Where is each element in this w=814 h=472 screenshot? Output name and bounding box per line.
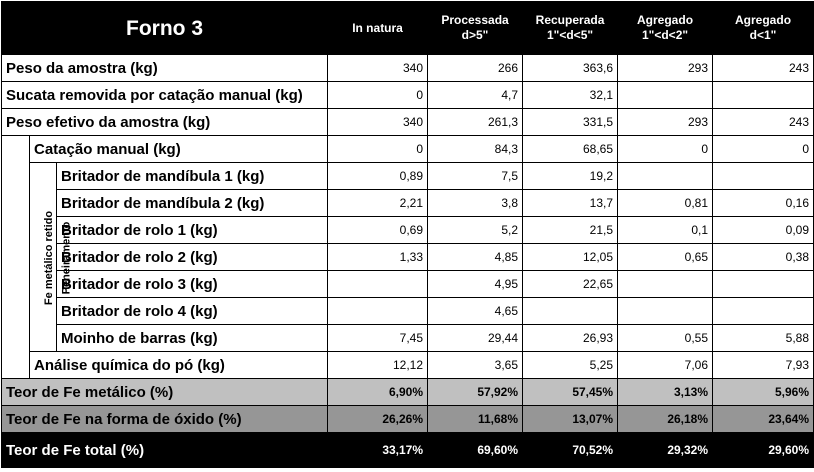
cell-value: 7,5: [428, 163, 523, 190]
cell-value: 331,5: [523, 109, 618, 136]
table-row: [2, 136, 814, 163]
row-label: Sucata removida por catação manual (kg): [2, 82, 328, 109]
column-header-line2: d<1": [749, 28, 777, 42]
cell-value: 243: [713, 55, 814, 82]
column-header-line1: Recuperada: [535, 13, 605, 27]
table-row-fe-metalico: [2, 379, 814, 406]
cell-value: 29,44: [428, 325, 523, 352]
cell-value: 0,81: [618, 190, 713, 217]
cell-value: 11,68%: [428, 406, 523, 433]
table-row: [2, 298, 814, 325]
row-label: Peso efetivo da amostra (kg): [2, 109, 328, 136]
column-header: [523, 2, 618, 55]
cell-value: 4,95: [428, 271, 523, 298]
cell-value: 57,45%: [523, 379, 618, 406]
column-header-line2: 1"<d<2": [641, 28, 689, 42]
table-row: [2, 82, 814, 109]
column-header-line1: Agregado: [735, 13, 792, 27]
cell-value: 23,64%: [713, 406, 814, 433]
cell-value: [618, 82, 713, 109]
row-label: Moinho de barras (kg): [57, 325, 328, 352]
row-label: Teor de Fe na forma de óxido (%): [2, 406, 328, 433]
cell-value: 0,89: [328, 163, 428, 190]
cell-value: 26,93: [523, 325, 618, 352]
cell-value: 7,93: [713, 352, 814, 379]
cell-value: [713, 82, 814, 109]
row-label: Catação manual (kg): [30, 136, 328, 163]
cell-value: 3,13%: [618, 379, 713, 406]
row-label: Britador de mandíbula 2 (kg): [57, 190, 328, 217]
cell-value: 3,8: [428, 190, 523, 217]
table-row: [2, 217, 814, 244]
column-header: [428, 2, 523, 55]
cell-value: 29,32%: [618, 433, 713, 468]
cell-value: 5,96%: [713, 379, 814, 406]
row-label: Britador de rolo 3 (kg): [57, 271, 328, 298]
table-row: [2, 190, 814, 217]
column-header-line1: Agregado: [637, 13, 694, 27]
cell-value: 29,60%: [713, 433, 814, 468]
cell-value: 0: [328, 136, 428, 163]
cell-value: 363,6: [523, 55, 618, 82]
cell-value: 340: [328, 109, 428, 136]
cell-value: 266: [428, 55, 523, 82]
cell-value: [618, 271, 713, 298]
cell-value: 21,5: [523, 217, 618, 244]
group-label-peneiramento-text: Peneiramento: [60, 221, 73, 295]
row-label: Teor de Fe metálico (%): [2, 379, 328, 406]
table-title: Forno 3: [2, 2, 328, 55]
cell-value: 6,90%: [328, 379, 428, 406]
column-header-line2: d>5": [461, 28, 489, 42]
cell-value: 1,33: [328, 244, 428, 271]
row-label: Teor de Fe total (%): [2, 433, 328, 468]
cell-value: 0,16: [713, 190, 814, 217]
table-row: [2, 244, 814, 271]
cell-value: 22,65: [523, 271, 618, 298]
forno-table: [1, 1, 814, 468]
table-row: [2, 163, 814, 190]
cell-value: 0,09: [713, 217, 814, 244]
cell-value: 13,7: [523, 190, 618, 217]
cell-value: 26,18%: [618, 406, 713, 433]
cell-value: [713, 298, 814, 325]
cell-value: 0: [328, 82, 428, 109]
column-header: [713, 2, 814, 55]
table-row-fe-total: [2, 433, 814, 468]
cell-value: 4,65: [428, 298, 523, 325]
cell-value: 12,05: [523, 244, 618, 271]
cell-value: 7,45: [328, 325, 428, 352]
header-row: [2, 2, 814, 55]
cell-value: 293: [618, 55, 713, 82]
cell-value: 0,55: [618, 325, 713, 352]
cell-value: 2,21: [328, 190, 428, 217]
table-row: [2, 325, 814, 352]
cell-value: 0: [713, 136, 814, 163]
cell-value: 5,25: [523, 352, 618, 379]
cell-value: [618, 298, 713, 325]
table-row: [2, 55, 814, 82]
cell-value: 4,7: [428, 82, 523, 109]
cell-value: 340: [328, 55, 428, 82]
column-header-line1: Processada: [441, 13, 509, 27]
column-header-line2: 1"<d<5": [546, 28, 594, 42]
group-label-fe-retido-text: Fe metálico retido: [43, 210, 56, 306]
cell-value: 7,06: [618, 352, 713, 379]
cell-value: 0: [618, 136, 713, 163]
group-label-fe-retido: [2, 136, 56, 379]
cell-value: [618, 163, 713, 190]
cell-value: 4,85: [428, 244, 523, 271]
cell-value: [328, 298, 428, 325]
column-header-line1: In natura: [352, 20, 403, 35]
cell-value: 0,38: [713, 244, 814, 271]
row-label: Britador de rolo 2 (kg): [57, 244, 328, 271]
row-label: Britador de rolo 1 (kg): [57, 217, 328, 244]
cell-value: 0,65: [618, 244, 713, 271]
cell-value: 33,17%: [328, 433, 428, 468]
cell-value: 5,2: [428, 217, 523, 244]
cell-value: 12,12: [328, 352, 428, 379]
cell-value: 26,26%: [328, 406, 428, 433]
cell-value: 32,1: [523, 82, 618, 109]
cell-value: [713, 271, 814, 298]
cell-value: 0,69: [328, 217, 428, 244]
cell-value: 5,88: [713, 325, 814, 352]
row-label: Análise química do pó (kg): [30, 352, 328, 379]
row-label: Britador de rolo 4 (kg): [57, 298, 328, 325]
cell-value: 68,65: [523, 136, 618, 163]
cell-value: 3,65: [428, 352, 523, 379]
cell-value: 57,92%: [428, 379, 523, 406]
cell-value: 19,2: [523, 163, 618, 190]
cell-value: [328, 271, 428, 298]
cell-value: 84,3: [428, 136, 523, 163]
table-row: [2, 109, 814, 136]
column-header: [328, 2, 428, 55]
table-row: [2, 352, 814, 379]
cell-value: 0,1: [618, 217, 713, 244]
cell-value: 261,3: [428, 109, 523, 136]
cell-value: 69,60%: [428, 433, 523, 468]
row-label: Peso da amostra (kg): [2, 55, 328, 82]
cell-value: 70,52%: [523, 433, 618, 468]
cell-value: 243: [713, 109, 814, 136]
column-header: [618, 2, 713, 55]
cell-value: [523, 298, 618, 325]
table-row: [2, 271, 814, 298]
cell-value: 293: [618, 109, 713, 136]
row-label: Britador de mandíbula 1 (kg): [57, 163, 328, 190]
table-row-fe-oxido: [2, 406, 814, 433]
cell-value: 13,07%: [523, 406, 618, 433]
cell-value: [713, 163, 814, 190]
